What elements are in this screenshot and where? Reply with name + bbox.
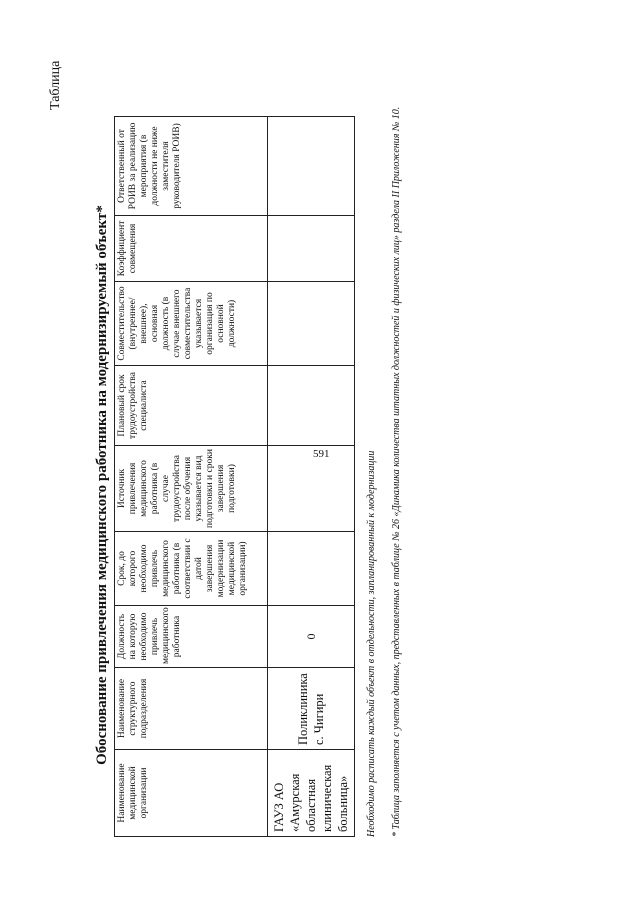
header-source: Источник привлечения медицинского работника (в случае трудоустройства после обучения указывается вид подготовки и сроки завершения подготовки) [115, 446, 268, 532]
header-position: Должность на которую необходимо привлечь медицинского работника [115, 606, 268, 668]
table-label: Таблица [48, 60, 63, 110]
page-number: 591 [313, 448, 330, 460]
cell-combination [268, 282, 355, 366]
footnote-table-source: * Таблица заполняется с учетом данных, представленных в таблице № 26 «Динамика количества штатных должностей и физических лиц» раздела II Приложения № 10. [391, 106, 402, 837]
table-header-row [115, 117, 268, 837]
header-deadline: Срок, до которого необходимо привлечь медицинского работника (в соответствии с датой завершения модернизации медицинской организации) [115, 532, 268, 606]
cell-responsible [268, 117, 355, 216]
header-org: Наименование медицинской организации [115, 750, 268, 837]
document-title: Обоснование привлечения медицинского работника на модернизируемый объект* [94, 205, 110, 765]
cell-planned-term [268, 366, 355, 446]
header-combination: Совместительство (внутреннее/внешнее), основная должность (в случае внешнего совместительства указывается организация по основной должности) [115, 282, 268, 366]
cell-deadline [268, 532, 355, 606]
cell-organization: ГАУЗ АО «Амурская областная клиническая больница» [268, 750, 355, 837]
cell-coefficient [268, 216, 355, 282]
header-planned-term: Плановый срок трудоустройства специалиста [115, 366, 268, 446]
table-row [268, 117, 355, 837]
rotated-page-content [40, 55, 600, 845]
cell-source [268, 446, 355, 532]
justification-table [114, 116, 355, 837]
footnote-objects: Необходимо расписать каждый объект в отдельности, запланированный к модернизации [366, 450, 377, 837]
header-coefficient: Коэффициент совмещения [115, 216, 268, 282]
header-responsible: Ответственный от РОИВ за реализацию мероприятия (в должности не ниже заместителя руководителя РОИВ) [115, 117, 268, 216]
cell-subdivision: Поликлиника с. Чигири [268, 668, 355, 750]
header-subdivision: Наименование структурного подразделения [115, 668, 268, 750]
cell-position: 0 [268, 606, 355, 668]
